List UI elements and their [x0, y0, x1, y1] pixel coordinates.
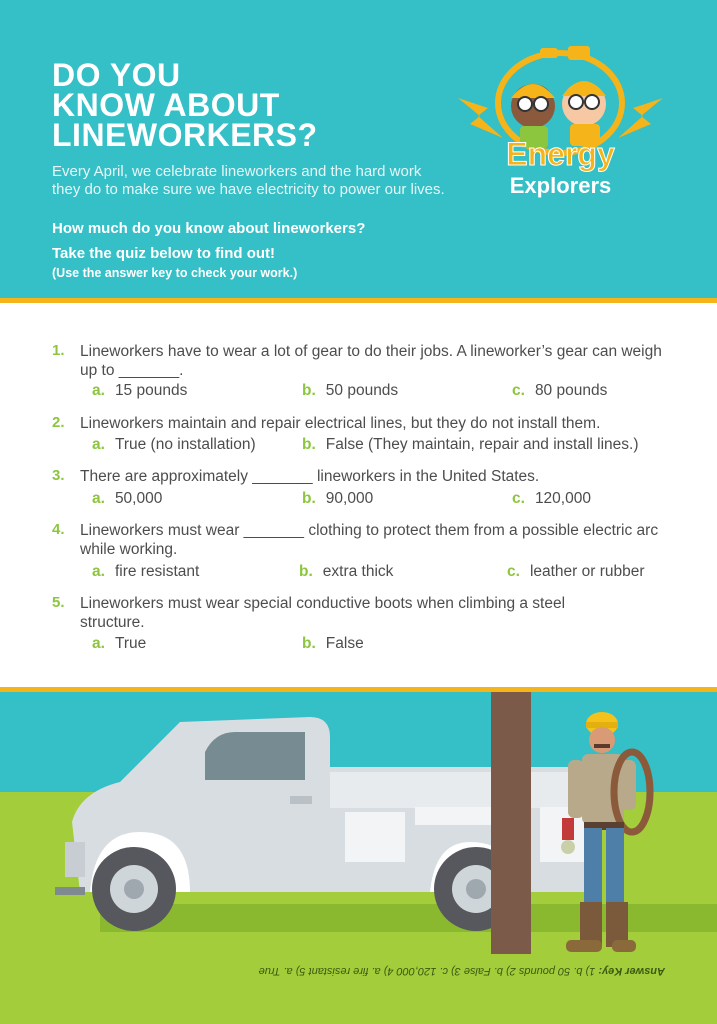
option-text: 80 pounds [534, 382, 608, 399]
option-letter: a. [92, 436, 105, 453]
energy-explorers-logo [448, 38, 673, 203]
answer-option-c [512, 490, 591, 508]
prompt-answer-key-note: (Use the answer key to check your work.) [52, 266, 298, 280]
question-2 [52, 414, 692, 459]
answer-option-b [302, 490, 373, 508]
question-number: 1. [52, 342, 65, 359]
title-line-1: DO YOU [52, 57, 181, 93]
prompt-question: How much do you know about lineworkers? [52, 220, 366, 237]
option-text: extra thick [322, 563, 394, 580]
title-line-3: LINEWORKERS? [52, 117, 318, 153]
answer-key-text: 1) b. 50 pounds 2) b. False 3) c. 120,000 4) a. fire resistant 5) a. True [258, 965, 599, 977]
question-number: 5. [52, 594, 65, 611]
answer-key [195, 965, 665, 977]
question-number: 4. [52, 521, 65, 538]
answer-option-a [92, 382, 187, 400]
question-text: Lineworkers have to wear a lot of gear to do their jobs. A lineworker’s gear can weigh up to _______. [80, 343, 662, 379]
option-text: 50,000 [114, 490, 163, 507]
question-4 [52, 521, 692, 586]
option-text: False [325, 635, 364, 652]
option-letter: c. [512, 382, 525, 399]
option-letter: b. [302, 490, 316, 507]
question-text: There are approximately _______ lineworkers in the United States. [80, 468, 540, 485]
question-5 [52, 594, 692, 659]
option-text: True (no installation) [114, 436, 256, 453]
answer-key-label: Answer Key: [598, 965, 665, 977]
option-letter: a. [92, 563, 105, 580]
prompt-call-to-action: Take the quiz below to find out! [52, 245, 276, 262]
option-text: 15 pounds [114, 382, 188, 399]
option-letter: c. [512, 490, 525, 507]
answer-option-a [92, 436, 256, 454]
answer-option-a [92, 490, 162, 508]
logo-text-energy: Energy [506, 136, 615, 172]
option-text: True [114, 635, 147, 652]
answer-option-b [302, 436, 639, 454]
question-number: 2. [52, 414, 65, 431]
option-letter: b. [302, 382, 316, 399]
answer-option-a [92, 635, 146, 653]
question-3 [52, 467, 692, 512]
quiz-section [0, 303, 717, 687]
option-text: fire resistant [114, 563, 200, 580]
option-text: 90,000 [325, 490, 374, 507]
logo-text-explorers: Explorers [509, 173, 612, 198]
option-letter: b. [299, 563, 313, 580]
answer-option-b [302, 382, 398, 400]
answer-option-b [299, 563, 393, 581]
option-letter: b. [302, 436, 316, 453]
option-text: False (They maintain, repair and install lines.) [325, 436, 639, 453]
question-number: 3. [52, 467, 65, 484]
option-letter: a. [92, 382, 105, 399]
question-text: Lineworkers must wear _______ clothing to protect them from a possible electric arc while working. [80, 522, 659, 558]
option-letter: a. [92, 490, 105, 507]
answer-option-c [512, 382, 607, 400]
page-title [52, 57, 452, 153]
option-letter: c. [507, 563, 520, 580]
option-text: leather or rubber [529, 563, 645, 580]
option-text: 120,000 [534, 490, 591, 507]
intro-text: Every April, we celebrate lineworkers and the hard work they do to make sure we have electricity to power our lives. [52, 163, 445, 198]
title-line-2: KNOW ABOUT [52, 87, 280, 123]
question-1 [52, 342, 692, 412]
option-text: 50 pounds [325, 382, 399, 399]
answer-option-c [507, 563, 645, 581]
option-letter: a. [92, 635, 105, 652]
option-letter: b. [302, 635, 316, 652]
question-text: Lineworkers maintain and repair electrical lines, but they do not install them. [80, 415, 601, 432]
truck-window [205, 732, 305, 780]
answer-option-b [302, 635, 364, 653]
utility-pole-icon [491, 692, 531, 954]
question-text: Lineworkers must wear special conductive boots when climbing a steel structure. [80, 595, 566, 631]
plug-icon [568, 46, 590, 60]
answer-option-a [92, 563, 199, 581]
